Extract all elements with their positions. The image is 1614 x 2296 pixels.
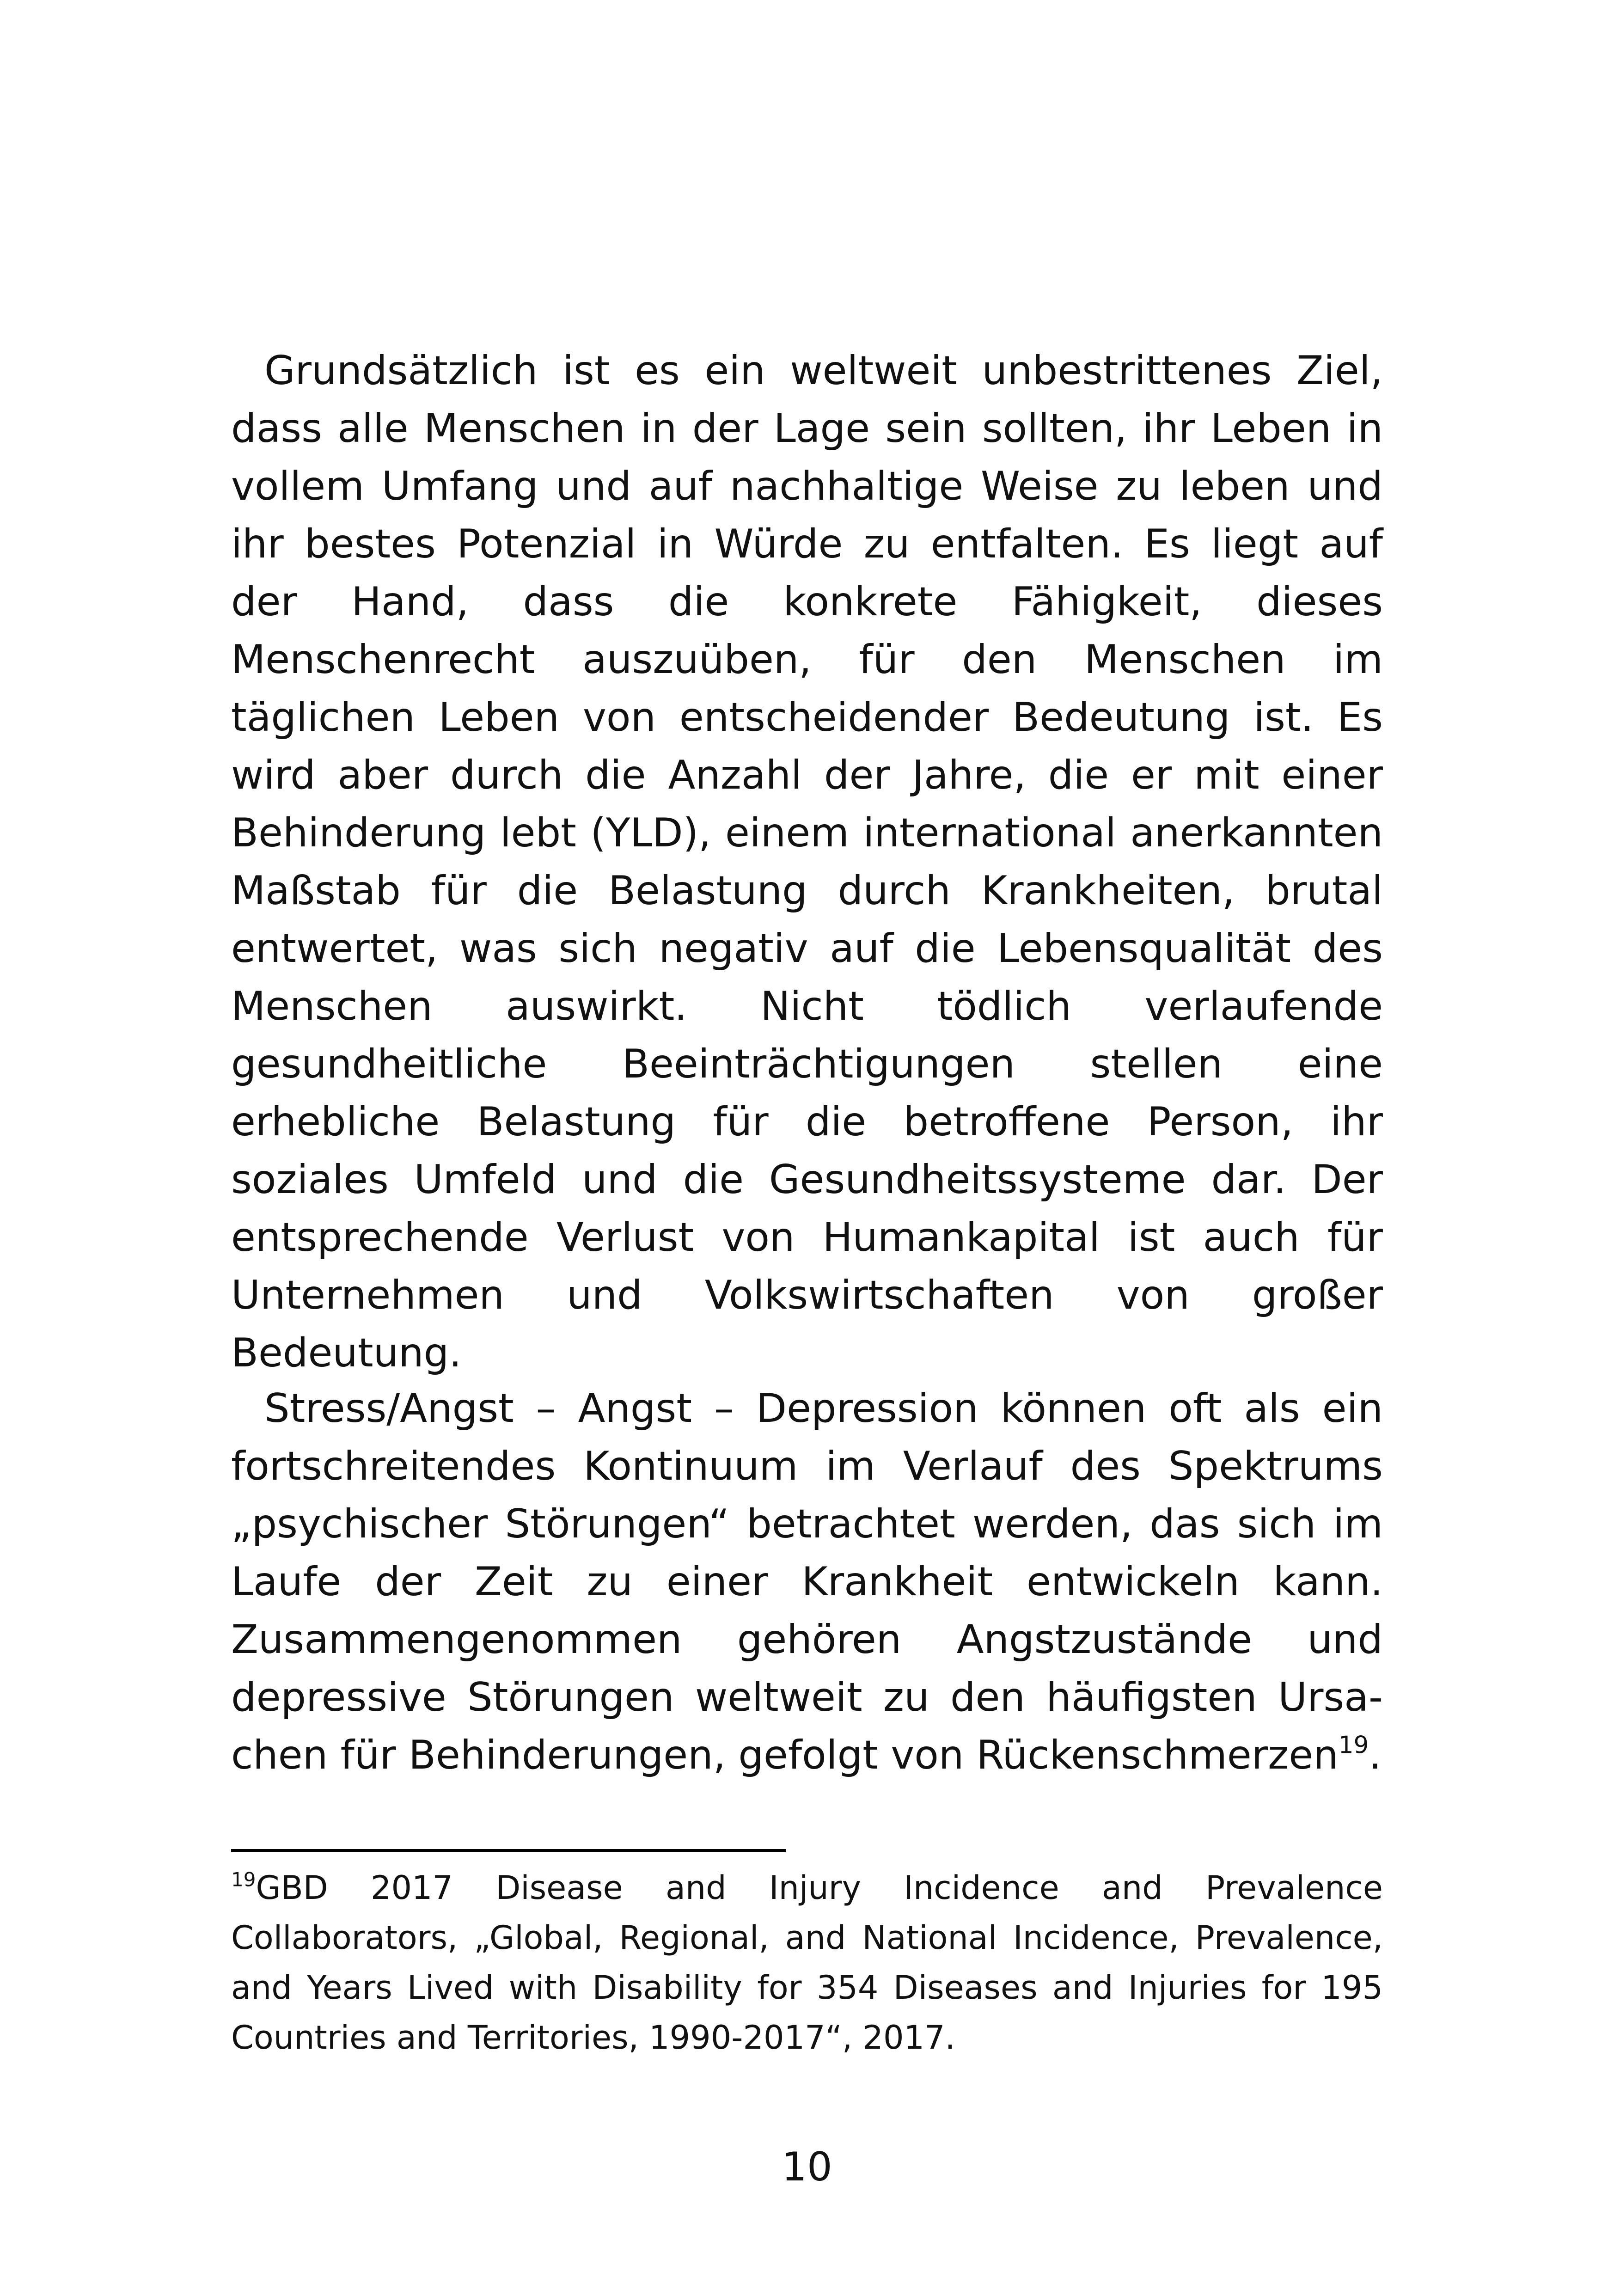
- paragraph-text: Stress/Angst – Angst – Depression können oft als ein fortschreitendes Kontinuum im Verlauf des Spektrums „psychischer Störungen“ betrachtet werden, das sich im Laufe der Zeit zu einer Krankheit entwickeln kann. Zusammengenommen gehören Angstzustände und depressive Störungen weltweit zu den häufigsten Ursachen für Behinderungen, gefolgt von Rückenschmerzen: [231, 1385, 1383, 1778]
- paragraph-end: .: [1369, 1732, 1382, 1778]
- body-paragraph: Grundsätzlich ist es ein weltweit unbestrittenes Ziel, dass alle Menschen in der Lage sein sollten, ihr Leben in vollem Umfang und auf nachhaltige Weise zu leben und ihr bestes Potenzial in Würde zu entfalten. Es liegt auf der Hand, dass die konkrete Fähigkeit, dieses Menschenrecht auszuüben, für den Menschen im täglichen Leben von entscheidender Bedeutung ist. Es wird aber durch die Anzahl der Jahre, die er mit einer Behinderung lebt (YLD), einem international anerkannten Maßstab für die Belastung durch Krankheiten, brutal entwertet, was sich negativ auf die Lebensqualität des Menschen auswirkt. Nicht tödlich verlaufende gesundheitliche Beeinträchtigungen stellen eine erhebliche Belastung für die betroffene Person, ihr soziales Umfeld und die Gesundheitssysteme dar. Der entsprechende Verlust von Humankapital ist auch für Unternehmen und Volkswirtschaften von großer Bedeutung.: [231, 348, 1383, 1376]
- footnote-text: GBD 2017 Disease and Injury Incidence and Prevalence Collaborators, „Global, Regional, and National Incidence, Prevalence, and Years Lived with Disability for 354 Diseases and Injuries for 195 Countries and Territories, 1990-2017“, 2017.: [231, 1869, 1383, 2057]
- footnote-marker: 19: [231, 1868, 256, 1891]
- page-number: 10: [782, 2144, 832, 2190]
- footnote-reference[interactable]: 19: [1338, 1731, 1369, 1759]
- footnote-separator: [231, 1849, 786, 1852]
- footnote: [231, 1863, 1383, 2063]
- body-paragraph: [231, 1380, 1383, 1784]
